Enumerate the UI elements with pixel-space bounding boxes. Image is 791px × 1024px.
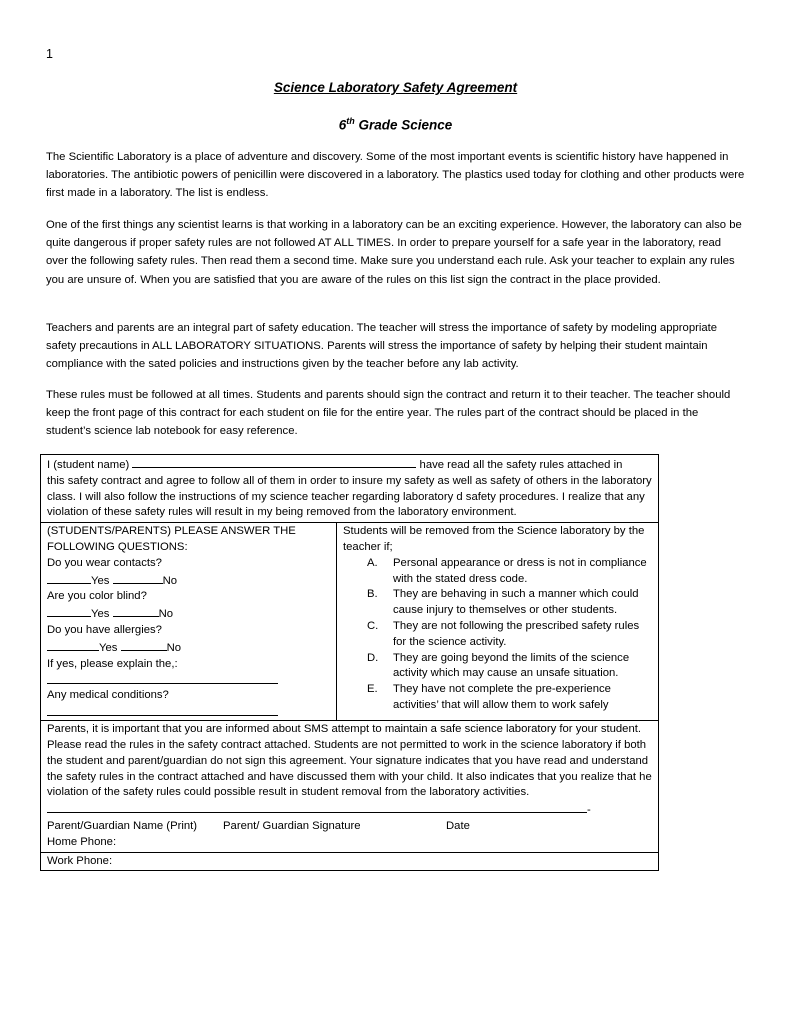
- document-subtitle: 6th Grade Science: [338, 116, 453, 133]
- parent-name-label: Parent/Guardian Name (Print): [47, 819, 198, 832]
- removal-intro: Students will be removed from the Science laboratory by the teacher if;: [343, 525, 645, 553]
- explain-field[interactable]: [47, 672, 278, 684]
- page-number: 1: [46, 47, 53, 61]
- safety-contract-form: [40, 454, 659, 871]
- explain-label: If yes, please explain the,:: [47, 657, 178, 670]
- contract-text: this safety contract and agree to follow all of them in order to insure my safety as well as safety of others in the laboratory class. I will also follow the instructions of my science teacher regarding laboratory d safety procedures. I realize that any violation of these safety rules will result in my being removed from the laboratory environment.: [47, 474, 652, 519]
- work-phone-cell: [41, 852, 659, 871]
- intro-paragraph-3: Teachers and parents are an integral part of safety education. The teacher will stress the importance of safety by modeling appropriate safety precautions in ALL LABORATORY SITUATIONS. Parents will stress the importance of safety by helping their student maintain compliance with the sated policies and instructions given by the teacher before any lab activity.: [46, 322, 718, 371]
- parent-signature-label: Parent/ Guardian Signature: [223, 819, 361, 832]
- contacts-yes-field[interactable]: [47, 572, 91, 584]
- color-blind-yes-field[interactable]: [47, 605, 91, 617]
- parent-signature-line[interactable]: [47, 801, 587, 813]
- questions-header: (STUDENTS/PARENTS) PLEASE ANSWER THE FOLLOWING QUESTIONS:: [47, 525, 296, 553]
- document-title: Science Laboratory Safety Agreement: [273, 80, 518, 95]
- work-phone-label: Work Phone:: [47, 854, 113, 867]
- student-contract-cell: I (student name) have read all the safety rules attached in this safety contract and agree to follow all of them in order to insure my safety as well as safety of others in the laboratory class. I will also follow the instructions of my science teacher regarding laboratory d safety procedures. I realize that any violation of these safety rules will result in my being removed from the laboratory environment.: [41, 455, 659, 523]
- removal-item: D. They are going beyond the limits of the science activity which may cause an unsafe situation.: [367, 651, 630, 680]
- answer-row-color-blind: Yes No: [47, 605, 330, 623]
- questions-cell: [41, 523, 337, 721]
- removal-item: A. Personal appearance or dress is not in compliance with the stated dress code.: [367, 556, 647, 585]
- intro-paragraph-2: One of the first things any scientist learns is that working in a laboratory can be an exciting experience. However, the laboratory can also be quite dangerous if proper safety rules are not followed AT ALL TIMES. In order to prepare yourself for a safe year in the laboratory, read over the following safety rules. Then read them a second time. Make sure you understand each rule. Ask your teacher to explain any rules you are unsure of. When you are satisfied that you are aware of the rules on this list sign the contract in the place provided.: [46, 219, 742, 286]
- date-label: Date: [446, 819, 470, 832]
- removal-item: C. They are not following the prescribed safety rules for the science activity.: [367, 619, 640, 648]
- student-name-field[interactable]: [132, 456, 416, 468]
- parent-agreement-text: Parents, it is important that you are informed about SMS attempt to maintain a safe science laboratory for your student. Please read the rules in the safety contract attached. Students are not permitted to work in the science laboratory if both the student and parent/guardian do not sign this agreement. Your signature indicates that you have read and understand the safety rules in the contract attached and have discussed them with your child. It also indicates that you realize that he violation of the safety rules could possible result in student removal from the laboratory activities.: [47, 723, 652, 799]
- answer-row-contacts: Yes No: [47, 572, 330, 590]
- contacts-no-field[interactable]: [113, 572, 163, 584]
- intro-paragraph-1: The Scientific Laboratory is a place of adventure and discovery. Some of the most important events is scientific history have happened in laboratories. The antibiotic powers of penicillin were discovered in a laboratory. The plastics used today for clothing and other products were first made in a laboratory. The list is endless.: [46, 151, 745, 200]
- home-phone-label: Home Phone:: [47, 835, 117, 848]
- removal-conditions-cell: [337, 523, 659, 721]
- allergies-yes-field[interactable]: [47, 639, 99, 651]
- question-contacts: Do you wear contacts?: [47, 556, 162, 569]
- color-blind-no-field[interactable]: [113, 605, 159, 617]
- intro-paragraph-4: These rules must be followed at all times. Students and parents should sign the contract and return it to their teacher. The teacher should keep the front page of this contract for each student on file for the entire year. The rules part of the contract should be placed in the student’s science lab notebook for easy reference.: [46, 389, 731, 438]
- signature-labels: [47, 819, 652, 835]
- removal-list: [343, 556, 652, 714]
- removal-item: B. They are behaving in such a manner which could cause injury to themselves or other students.: [367, 588, 639, 617]
- question-color-blind: Are you color blind?: [47, 590, 147, 603]
- medical-field[interactable]: [47, 704, 278, 716]
- medical-label: Any medical conditions?: [47, 689, 169, 702]
- parent-agreement-cell: Parents, it is important that you are informed about SMS attempt to maintain a safe science laboratory for your student. Please read the rules in the safety contract attached. Students are not permitted to work in the science laboratory if both the student and parent/guardian do not sign this agreement. Your signature indicates that you have read and understand the safety rules in the contract attached and have discussed them with your child. It also indicates that you realize that he violation of the safety rules could possible result in student removal from the laboratory activities. - Parent/Guardian Name (Print) Parent/ Guardian Signature Date Home Phone:: [41, 721, 659, 852]
- question-allergies: Do you have allergies?: [47, 623, 162, 636]
- allergies-no-field[interactable]: [121, 639, 167, 651]
- answer-row-allergies: Yes No: [47, 639, 330, 657]
- removal-item: E. They have not complete the pre-experience activities’ that will allow them to work safely: [367, 683, 611, 711]
